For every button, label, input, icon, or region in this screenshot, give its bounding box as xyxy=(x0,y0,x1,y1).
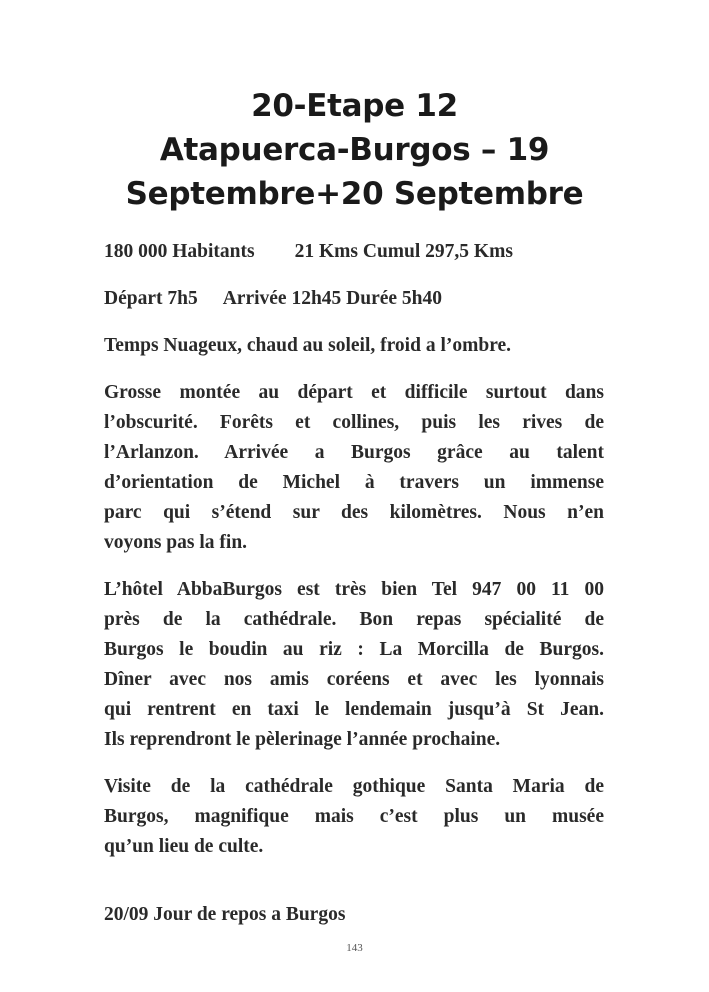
distance-text: 21 Kms Cumul 297,5 Kms xyxy=(294,241,513,262)
paragraph-line: Ils reprendront le pèlerinage l’année prochaine. xyxy=(104,729,501,750)
weather-line: Temps Nuageux, chaud au soleil, froid a l’ombre. xyxy=(104,335,512,356)
paragraph-line: L’hôtel AbbaBurgos est très bien Tel 947 00 11 00 xyxy=(104,579,604,600)
paragraph-line: qu’un lieu de culte. xyxy=(104,836,264,857)
page-title xyxy=(60,84,649,216)
title-line-1: 20-Etape 12 xyxy=(251,88,458,124)
paragraph-hotel xyxy=(104,575,604,755)
paragraph-line: Burgos, magnifique mais c’est plus un musée xyxy=(104,806,604,827)
paragraph-line: l’obscurité. Forêts et collines, puis les rives de xyxy=(104,412,604,433)
paragraph-line: près de la cathédrale. Bon repas spécialité de xyxy=(104,609,604,630)
paragraph-line: voyons pas la fin. xyxy=(104,532,248,553)
page-number: 143 xyxy=(346,942,363,954)
stats-line xyxy=(104,237,604,267)
paragraph-line: qui rentrent en taxi le lendemain jusqu’à St Jean. xyxy=(104,699,604,720)
depart-text: Départ 7h5 xyxy=(104,288,198,309)
paragraph-line: d’orientation de Michel à travers un immense xyxy=(104,472,604,493)
paragraph-line: parc qui s’étend sur des kilomètres. Nous n’en xyxy=(104,502,604,523)
paragraph-line: Visite de la cathédrale gothique Santa Maria de xyxy=(104,776,604,797)
arrivee-text: Arrivée 12h45 Durée 5h40 xyxy=(222,288,443,309)
rest-day-line: 20/09 Jour de repos a Burgos xyxy=(104,904,346,925)
habitants-text: 180 000 Habitants xyxy=(104,241,255,262)
paragraph-line: l’Arlanzon. Arrivée a Burgos grâce au talent xyxy=(104,442,604,463)
paragraph-line: Dîner avec nos amis coréens et avec les lyonnais xyxy=(104,669,604,690)
paragraph-cathedral xyxy=(104,772,604,862)
title-line-2: Atapuerca-Burgos – 19 xyxy=(159,132,550,168)
times-line xyxy=(104,284,604,314)
document-body xyxy=(104,237,604,930)
paragraph-line: Grosse montée au départ et difficile surtout dans xyxy=(104,382,604,403)
title-line-3: Septembre+20 Septembre xyxy=(125,176,584,212)
paragraph-line: Burgos le boudin au riz : La Morcilla de Burgos. xyxy=(104,639,604,660)
paragraph-route xyxy=(104,378,604,558)
